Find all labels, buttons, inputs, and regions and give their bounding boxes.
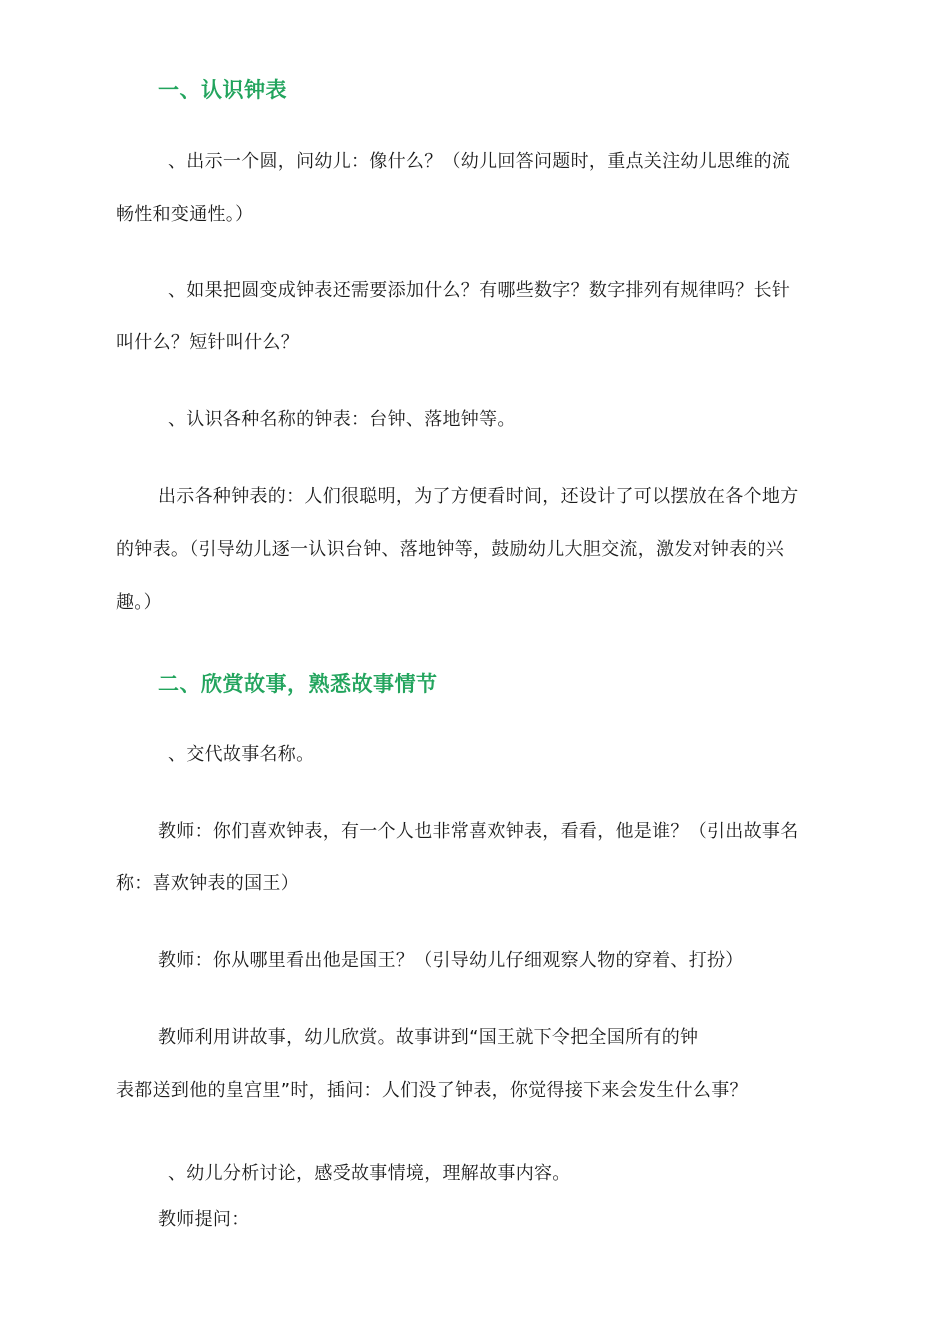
story-telling-line-2: 表都送到他的皇宫里”时，插问：人们没了钟表，你觉得接下来会发生什么事？ — [116, 1080, 748, 1101]
paragraph-clocks-line-3: 趣。） — [116, 592, 162, 613]
item-1-line-2: 畅性和变通性。） — [116, 204, 254, 225]
teacher-question-2-line-1: 教师：你从哪里看出他是国王？（引导幼儿仔细观察人物的穿着、打扮） — [158, 950, 744, 971]
item-1-line-1: 、出示一个圆，问幼儿：像什么？（幼儿回答问题时，重点关注幼儿思维的流 — [168, 151, 791, 172]
teacher-question-1-line-1: 教师：你们喜欢钟表，有一个人也非常喜欢钟表，看看，他是谁？（引出故事名 — [158, 821, 799, 842]
story-item-1-line-1: 、交代故事名称。 — [168, 744, 315, 765]
item-2-line-1: 、如果把圆变成钟表还需要添加什么？有哪些数字？数字排列有规律吗？长针 — [168, 280, 791, 301]
item-2-line-2: 叫什么？短针叫什么？ — [116, 332, 299, 353]
paragraph-clocks-line-1: 出示各种钟表的：人们很聪明，为了方便看时间，还设计了可以摆放在各个地方 — [158, 486, 799, 507]
story-item-2-line-1: 、幼儿分析讨论，感受故事情境，理解故事内容。 — [168, 1163, 571, 1184]
story-telling-line-1: 教师利用讲故事，幼儿欣赏。故事讲到“国王就下令把全国所有的钟 — [158, 1027, 699, 1048]
teacher-question-1-line-2: 称：喜欢钟表的国王） — [116, 873, 299, 894]
section-heading-recognize-clock: 一、认识钟表 — [158, 78, 287, 102]
teacher-asks-line-1: 教师提问： — [158, 1209, 250, 1230]
item-3-line-1: 、认识各种名称的钟表：台钟、落地钟等。 — [168, 409, 516, 430]
paragraph-clocks-line-2: 的钟表。（引导幼儿逐一认识台钟、落地钟等，鼓励幼儿大胆交流，激发对钟表的兴 — [116, 539, 785, 560]
section-heading-story: 二、欣赏故事，熟悉故事情节 — [158, 672, 438, 696]
